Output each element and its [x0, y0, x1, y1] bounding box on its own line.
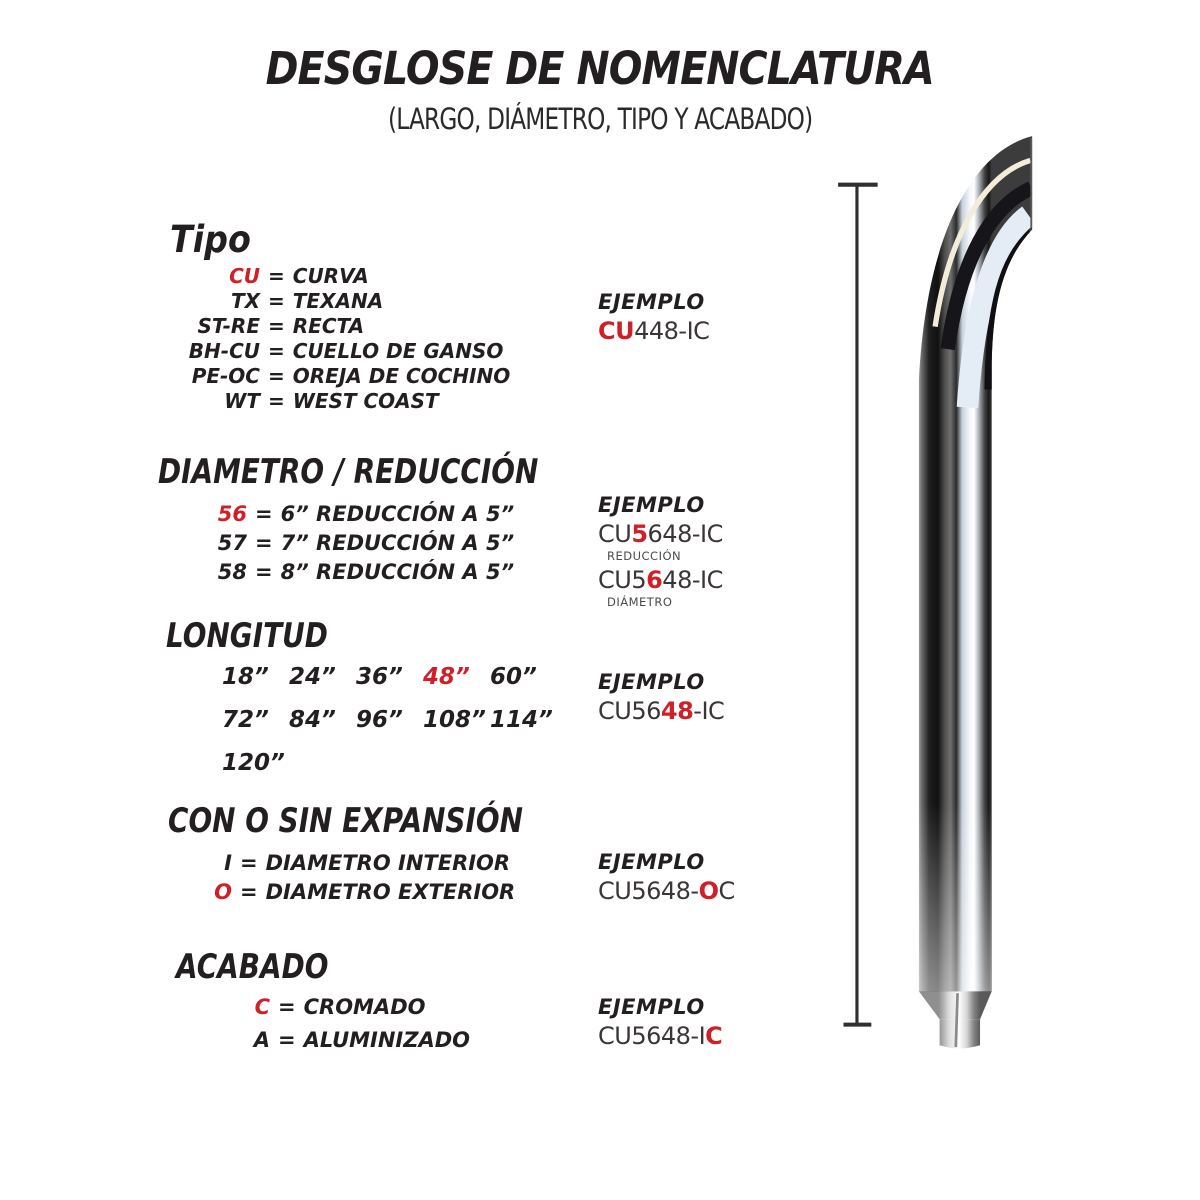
tipo-value: CURVA [292, 264, 369, 288]
diametro-code: 58 [217, 560, 247, 584]
size-48: 48” [423, 664, 470, 690]
equals-sign: = [268, 314, 285, 338]
equals-sign: = [268, 364, 285, 388]
acabado-value: CROMADO [303, 995, 426, 1019]
example-code-highlight: O [698, 877, 719, 905]
example-code-highlight: 5 [631, 520, 648, 548]
example-code-prefix: CU5 [598, 566, 647, 594]
example-code-prefix: CU56 [598, 697, 661, 725]
equals-sign: = [240, 851, 258, 875]
tipo-item-stre [165, 314, 510, 339]
example-code-suffix: 648-IC [647, 520, 723, 548]
example-code-prefix: CU5648- [598, 877, 699, 905]
expansion-code: I [224, 851, 232, 875]
tipo-list [165, 264, 510, 414]
example-code-prefix: CU5648-I [598, 1022, 706, 1050]
expansion-item-interior [170, 849, 515, 878]
example-label: EJEMPLO [598, 493, 705, 517]
expansion-list [170, 849, 515, 907]
diametro-value: 8” REDUCCIÓN A 5” [280, 560, 515, 584]
acabado-code: A [253, 1028, 270, 1052]
example-code-suffix: 448-IC [634, 317, 710, 345]
tipo-code: BH-CU [188, 339, 260, 363]
acabado-list [180, 991, 470, 1057]
tipo-item-peoc [165, 364, 510, 389]
expansion-heading: CON O SIN EXPANSIÓN [168, 801, 523, 841]
acabado-heading: ACABADO [176, 947, 329, 987]
example-code-suffix: 48-IC [662, 566, 723, 594]
size-96: 96” [356, 707, 403, 733]
expansion-value: DIAMETRO INTERIOR [265, 851, 511, 875]
equals-sign: = [278, 995, 296, 1019]
diametro-code: 56 [217, 502, 247, 526]
tipo-item-wt [165, 389, 510, 414]
equals-sign: = [278, 1028, 296, 1052]
example-code-suffix: -IC [693, 697, 725, 725]
diametro-list [165, 500, 514, 587]
size-108: 108” [423, 707, 486, 733]
size-84: 84” [289, 707, 336, 733]
expansion-code: O [214, 880, 232, 904]
tipo-item-cu [165, 264, 510, 289]
diametro-item-58 [165, 558, 514, 587]
example-label: EJEMPLO [598, 850, 705, 874]
tipo-value: OREJA DE COCHINO [292, 364, 511, 388]
equals-sign: = [240, 880, 258, 904]
example-label: EJEMPLO [598, 290, 705, 314]
page-subtitle-text: (LARGO, DIÁMETRO, TIPO Y ACABADO) [387, 102, 813, 136]
size-120: 120” [222, 750, 285, 776]
size-18: 18” [222, 664, 269, 690]
size-72: 72” [222, 707, 269, 733]
diametro-heading: DIAMETRO / REDUCCIÓN [158, 452, 539, 492]
tipo-code: CU [229, 264, 260, 288]
diametro-code: 57 [217, 531, 247, 555]
diametro-item-57 [165, 529, 514, 558]
tipo-code: TX [230, 289, 260, 313]
example-sublabel-reduccion: REDUCCIÓN [607, 549, 682, 563]
diametro-item-56 [165, 500, 514, 529]
pipe-inlet-streak [956, 993, 958, 1047]
diametro-value: 7” REDUCCIÓN A 5” [280, 531, 515, 555]
tipo-value: CUELLO DE GANSO [292, 339, 504, 363]
equals-sign: = [268, 289, 285, 313]
tipo-code: PE-OC [191, 364, 260, 388]
tipo-code: WT [224, 389, 260, 413]
expansion-value: DIAMETRO EXTERIOR [265, 880, 516, 904]
example-code-highlight: C [705, 1022, 723, 1050]
acabado-item-aluminizado [180, 1024, 470, 1057]
size-36: 36” [356, 664, 403, 690]
size-60: 60” [490, 664, 537, 690]
example-code-suffix: C [718, 877, 735, 905]
page-title-text: DESGLOSE DE NOMENCLATURA [265, 42, 935, 95]
dimension-line [838, 185, 878, 1025]
equals-sign: = [255, 502, 273, 526]
diametro-value: 6” REDUCCIÓN A 5” [280, 502, 515, 526]
size-114: 114” [490, 707, 553, 733]
acabado-code: C [254, 995, 270, 1019]
longitud-heading: LONGITUD [166, 616, 328, 656]
example-code-prefix: CU [598, 520, 632, 548]
exhaust-stack-figure [780, 120, 1110, 1180]
example-code-highlight: 48 [660, 697, 694, 725]
equals-sign: = [268, 264, 285, 288]
pipe-reducer [919, 991, 992, 1019]
page-title [0, 42, 1200, 95]
example-label: EJEMPLO [598, 995, 705, 1019]
expansion-item-exterior [170, 878, 515, 907]
tipo-value: RECTA [292, 314, 365, 338]
pipe-lower-fade [918, 803, 992, 992]
equals-sign: = [268, 339, 285, 363]
pipe-inlet-tube [940, 1019, 980, 1048]
tipo-value: TEXANA [292, 289, 384, 313]
tipo-heading: Tipo [170, 218, 251, 261]
tipo-value: WEST COAST [292, 389, 439, 413]
example-code-highlight: CU [598, 317, 635, 345]
longitud-sizes [222, 664, 557, 776]
equals-sign: = [255, 560, 273, 584]
tipo-item-tx [165, 289, 510, 314]
acabado-item-cromado [180, 991, 470, 1024]
tipo-item-bhcu [165, 339, 510, 364]
example-label: EJEMPLO [598, 670, 705, 694]
tipo-code: ST-RE [197, 314, 260, 338]
acabado-value: ALUMINIZADO [303, 1028, 471, 1052]
equals-sign: = [268, 389, 285, 413]
example-code-highlight: 6 [646, 566, 663, 594]
size-24: 24” [289, 664, 336, 690]
equals-sign: = [255, 531, 273, 555]
example-sublabel-diametro: DIÁMETRO [607, 595, 673, 609]
